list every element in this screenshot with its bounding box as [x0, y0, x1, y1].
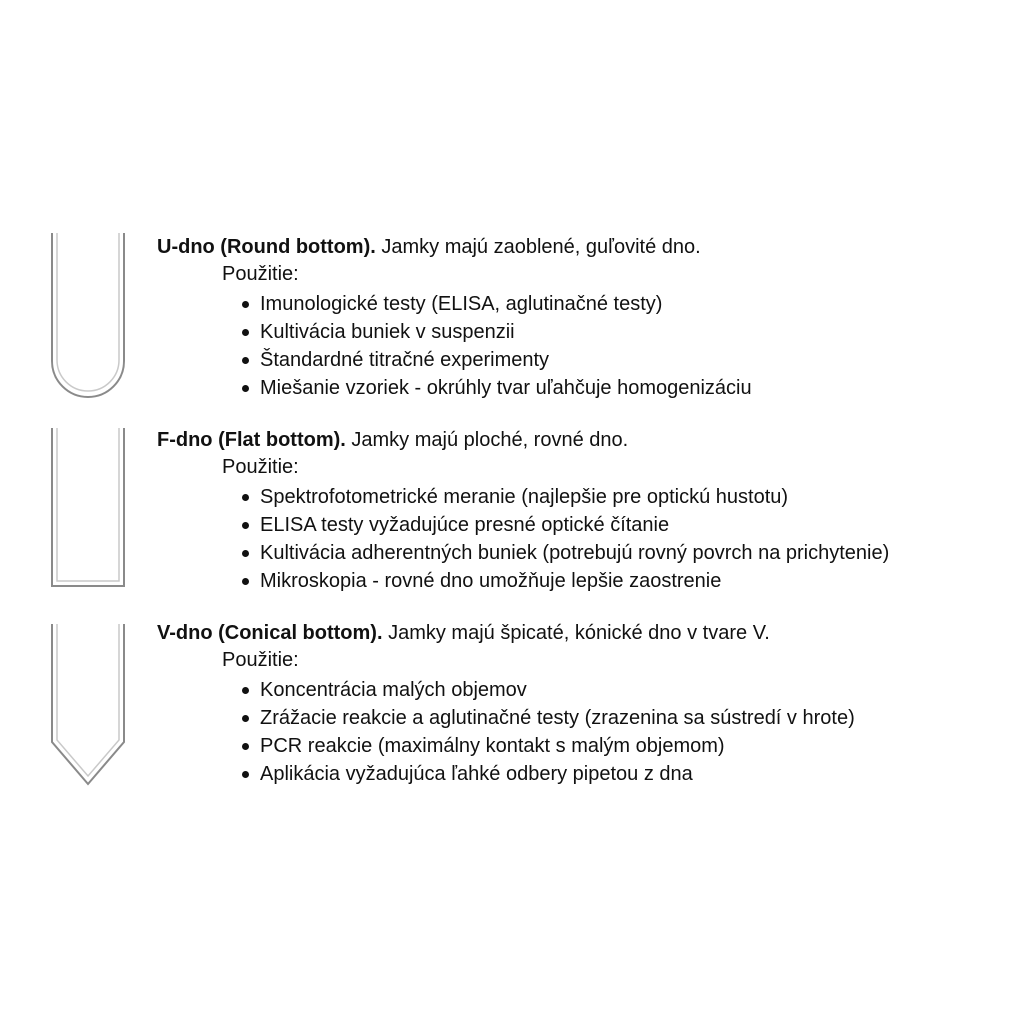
list-item — [240, 732, 1017, 760]
section-description: Jamky majú špicaté, kónické dno v tvare V. — [382, 622, 770, 644]
section-title: U-dno (Round bottom). — [157, 236, 376, 258]
list-item-text: Koncentrácia malých objemov — [260, 679, 527, 701]
bullet-icon — [242, 357, 249, 364]
section-v-bottom — [157, 620, 1017, 788]
list-item-text: Štandardné titračné experimenty — [260, 349, 550, 371]
bullet-icon — [242, 329, 249, 336]
bullet-icon — [242, 687, 249, 694]
section-heading — [157, 427, 1017, 454]
usage-label: Použitie: — [222, 456, 299, 478]
list-item — [240, 511, 1017, 539]
list-item-text: Aplikácia vyžadujúca ľahké odbery pipetou z dna — [260, 763, 693, 785]
section-title: F-dno (Flat bottom). — [157, 429, 346, 451]
list-item-text: Kultivácia buniek v suspenzii — [260, 321, 515, 343]
list-item — [240, 539, 1017, 567]
section-heading — [157, 234, 1017, 261]
section-u-bottom — [157, 234, 1017, 402]
flat-bottom-tube-icon — [48, 428, 128, 590]
list-item-text: Mikroskopia - rovné dno umožňuje lepšie zaostrenie — [260, 570, 722, 592]
conical-bottom-tube-icon — [48, 624, 128, 788]
list-item-text: Kultivácia adherentných buniek (potrebujú rovný povrch na prichytenie) — [260, 542, 890, 564]
list-item-text: ELISA testy vyžadujúce presné optické čítanie — [260, 514, 670, 536]
bullet-icon — [242, 301, 249, 308]
list-item-text: PCR reakcie (maximálny kontakt s malým objemom) — [260, 735, 725, 757]
list-item — [240, 483, 1017, 511]
usage-list — [157, 290, 1017, 402]
list-item-text: Spektrofotometrické meranie (najlepšie pre optickú hustotu) — [260, 486, 789, 508]
round-bottom-tube-icon — [48, 233, 128, 403]
list-item — [240, 704, 1017, 732]
list-item — [240, 290, 1017, 318]
bullet-icon — [242, 494, 249, 501]
bullet-icon — [242, 550, 249, 557]
usage-label: Použitie: — [222, 263, 299, 285]
section-description: Jamky majú zaoblené, guľovité dno. — [375, 236, 701, 258]
bullet-icon — [242, 771, 249, 778]
usage-list — [157, 676, 1017, 788]
bullet-icon — [242, 743, 249, 750]
list-item — [240, 567, 1017, 595]
bullet-icon — [242, 715, 249, 722]
section-f-bottom — [157, 427, 1017, 595]
bullet-icon — [242, 522, 249, 529]
section-title: V-dno (Conical bottom). — [157, 622, 383, 644]
usage-list — [157, 483, 1017, 595]
list-item-text: Zrážacie reakcie a aglutinačné testy (zrazenina sa sústredí v hrote) — [260, 707, 855, 729]
section-heading — [157, 620, 1017, 647]
list-item-text: Miešanie vzoriek - okrúhly tvar uľahčuje homogenizáciu — [260, 377, 752, 399]
bullet-icon — [242, 578, 249, 585]
list-item — [240, 676, 1017, 704]
usage-label: Použitie: — [222, 649, 299, 671]
section-description: Jamky majú ploché, rovné dno. — [345, 429, 629, 451]
list-item — [240, 346, 1017, 374]
list-item — [240, 374, 1017, 402]
bullet-icon — [242, 385, 249, 392]
list-item — [240, 760, 1017, 788]
list-item-text: Imunologické testy (ELISA, aglutinačné testy) — [260, 293, 663, 315]
list-item — [240, 318, 1017, 346]
